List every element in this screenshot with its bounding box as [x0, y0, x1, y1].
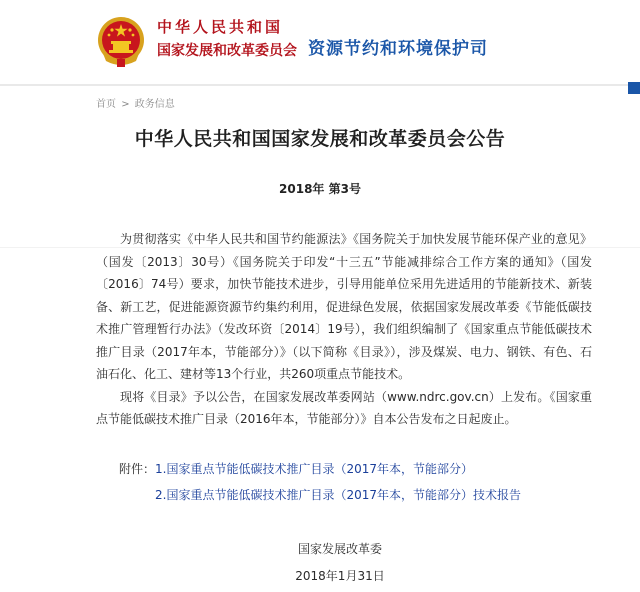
site-header [0, 0, 640, 84]
national-emblem-icon [96, 15, 146, 69]
attachments-label: 附件： [119, 462, 156, 476]
header-divider [0, 84, 640, 86]
org-name-line1: 中华人民共和国 [157, 18, 284, 36]
paragraph-2: 现将《目录》予以公告，在国家发展改革委网站（www.ndrc.gov.cn）上发布。《国家重点节能低碳技术推广目录（2016年本，节能部分）》自本公告发布之日起废止。 [96, 389, 592, 426]
side-tab[interactable] [628, 82, 640, 94]
breadcrumb [96, 95, 177, 110]
document-body [96, 228, 592, 431]
page-title: 中华人民共和国国家发展和改革委员会公告 [134, 128, 506, 150]
department-name[interactable]: 资源节约和环境保护司 [308, 39, 488, 59]
attachment-link-2[interactable]: 2.国家重点节能低碳技术推广目录（2017年本，节能部分）技术报告 [155, 488, 521, 502]
breadcrumb-home[interactable]: 首页 [96, 99, 116, 110]
document-number: 2018年 第3号 [279, 182, 361, 196]
org-name-line2: 国家发展和改革委员会 [157, 43, 297, 59]
paragraph-1: 为贯彻落实《中华人民共和国节约能源法》《国务院关于加快发展节能环保产业的意见》（国发〔2013〕30号）《国务院关于印发“十三五”节能减排综合工作方案的通知》（国发〔2016〕74号）要求，加快节能技术进步，引导用能单位采用先进适用的节能新技术、新装备、新工艺，促进能源资源节约集约利用，促进绿色发展，依据国家发展改革委《节能低碳技术推广管理暂行办法》（发改环资〔2014〕19号），我们组织编制了《国家重点节能低碳技术推广目录（2017年本，节能部分）》（以下简称《目录》），涉及煤炭、电力、钢铁、有色、石油石化、化工、建材等13个行业，共260项重点节能技术。 [96, 232, 592, 381]
photo-fold-line [0, 247, 640, 248]
attachment-link-1[interactable]: 1.国家重点节能低碳技术推广目录（2017年本，节能部分） [155, 462, 473, 476]
issue-date: 2018年1月31日 [295, 569, 385, 583]
org-name [157, 18, 297, 60]
signature: 国家发展改革委 [297, 542, 382, 556]
breadcrumb-section[interactable]: 政务信息 [134, 99, 175, 110]
breadcrumb-separator: > [121, 99, 130, 110]
